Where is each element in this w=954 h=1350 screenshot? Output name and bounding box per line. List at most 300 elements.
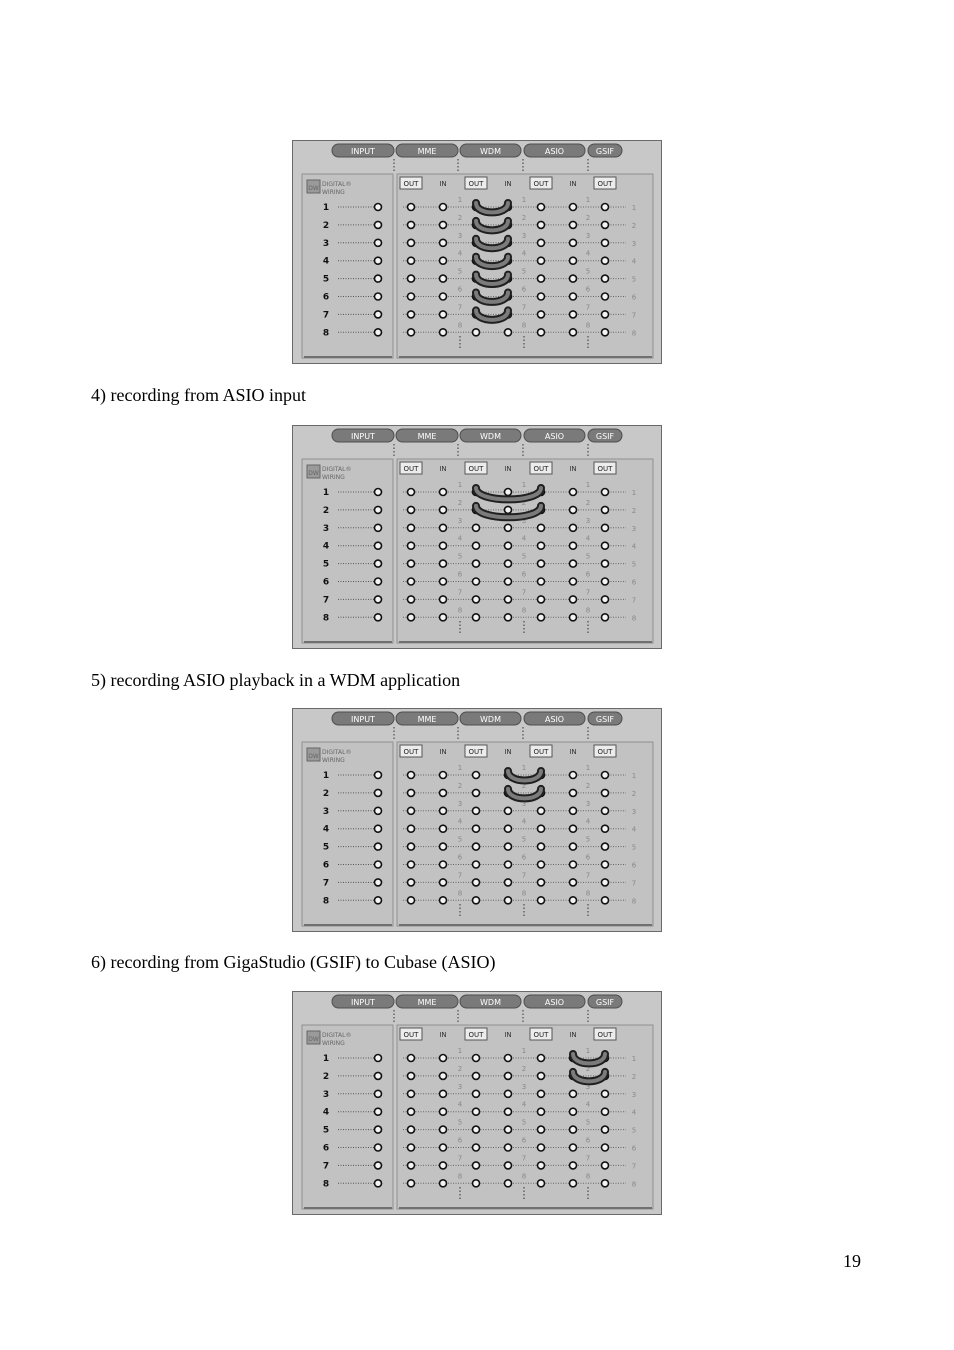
routing-port[interactable] (473, 879, 480, 886)
routing-port[interactable] (538, 1055, 545, 1062)
routing-port[interactable] (505, 506, 512, 513)
tab-asio[interactable] (524, 429, 585, 442)
routing-port[interactable] (440, 560, 447, 567)
routing-port[interactable] (570, 1180, 577, 1187)
routing-port[interactable] (570, 1108, 577, 1115)
routing-port[interactable] (408, 825, 415, 832)
routing-port[interactable] (505, 1108, 512, 1115)
routing-port[interactable] (602, 311, 609, 318)
tab-mme[interactable] (396, 429, 458, 442)
routing-port[interactable] (505, 329, 512, 336)
routing-port[interactable] (440, 524, 447, 531)
channel-number: 1 (322, 488, 330, 498)
input-port[interactable] (375, 614, 382, 621)
sub-channel-number: 8 (457, 1172, 463, 1181)
routing-port[interactable] (570, 879, 577, 886)
routing-port[interactable] (602, 221, 609, 228)
channel-number: 8 (322, 328, 330, 339)
routing-port[interactable] (408, 807, 415, 814)
input-port[interactable] (375, 1072, 382, 1079)
routing-port[interactable] (538, 204, 545, 211)
routing-port[interactable] (570, 506, 577, 513)
routing-port[interactable] (473, 772, 480, 779)
routing-port[interactable] (505, 807, 512, 814)
input-port[interactable] (375, 542, 382, 549)
routing-port[interactable] (473, 861, 480, 868)
routing-port[interactable] (440, 1090, 447, 1097)
input-port[interactable] (375, 1090, 382, 1097)
routing-port[interactable] (505, 879, 512, 886)
out-button[interactable] (465, 462, 487, 474)
out-button-label: OUT (403, 180, 419, 188)
routing-port[interactable] (408, 293, 415, 300)
routing-port[interactable] (408, 861, 415, 868)
tab-mme[interactable] (396, 712, 458, 725)
routing-port[interactable] (538, 329, 545, 336)
routing-port[interactable] (473, 1090, 480, 1097)
routing-port[interactable] (505, 1126, 512, 1133)
routing-port[interactable] (505, 1180, 512, 1187)
input-port[interactable] (375, 596, 382, 603)
tab-asio[interactable] (524, 995, 585, 1008)
out-button[interactable] (594, 745, 616, 757)
sub-channel-number: 2 (521, 781, 527, 790)
tab-label: INPUT (351, 998, 375, 1007)
routing-port[interactable] (440, 897, 447, 904)
routing-port[interactable] (440, 578, 447, 585)
input-port[interactable] (375, 861, 382, 868)
input-port[interactable] (375, 578, 382, 585)
routing-port[interactable] (473, 1126, 480, 1133)
routing-port[interactable] (570, 861, 577, 868)
routing-port[interactable] (440, 772, 447, 779)
input-port[interactable] (375, 1180, 382, 1187)
routing-port[interactable] (440, 1072, 447, 1079)
input-port[interactable] (375, 329, 382, 336)
out-button[interactable] (465, 177, 487, 189)
routing-panel-svg (292, 425, 662, 649)
routing-port[interactable] (602, 807, 609, 814)
input-port[interactable] (375, 506, 382, 513)
input-port[interactable] (375, 524, 382, 531)
input-port[interactable] (375, 879, 382, 886)
tab-input[interactable] (332, 712, 394, 725)
out-button[interactable] (400, 1028, 422, 1040)
routing-port[interactable] (473, 1055, 480, 1062)
routing-port[interactable] (408, 1126, 415, 1133)
input-port[interactable] (375, 807, 382, 814)
routing-port[interactable] (440, 596, 447, 603)
routing-port[interactable] (440, 239, 447, 246)
routing-port[interactable] (408, 1162, 415, 1169)
tab-gsif[interactable] (588, 712, 622, 725)
routing-port[interactable] (570, 542, 577, 549)
routing-port[interactable] (505, 1144, 512, 1151)
tab-wdm[interactable] (460, 995, 521, 1008)
routing-port[interactable] (408, 897, 415, 904)
routing-port[interactable] (408, 524, 415, 531)
tab-wdm[interactable] (460, 429, 521, 442)
routing-port[interactable] (602, 542, 609, 549)
routing-port[interactable] (505, 1072, 512, 1079)
routing-port[interactable] (440, 1055, 447, 1062)
routing-port[interactable] (602, 1126, 609, 1133)
routing-port[interactable] (570, 772, 577, 779)
routing-port[interactable] (408, 614, 415, 621)
routing-port[interactable] (408, 1055, 415, 1062)
routing-port[interactable] (538, 560, 545, 567)
routing-port[interactable] (408, 578, 415, 585)
routing-port[interactable] (440, 614, 447, 621)
input-port[interactable] (375, 825, 382, 832)
routing-port[interactable] (440, 1108, 447, 1115)
routing-port[interactable] (440, 311, 447, 318)
input-port[interactable] (375, 1126, 382, 1133)
output-channel-number: 6 (631, 1144, 637, 1153)
routing-port[interactable] (473, 1162, 480, 1169)
routing-port[interactable] (570, 257, 577, 264)
tab-wdm[interactable] (460, 712, 521, 725)
routing-port[interactable] (570, 489, 577, 496)
routing-port[interactable] (473, 524, 480, 531)
routing-port[interactable] (570, 1144, 577, 1151)
routing-port[interactable] (408, 239, 415, 246)
routing-port[interactable] (570, 311, 577, 318)
routing-port[interactable] (440, 257, 447, 264)
routing-port[interactable] (570, 897, 577, 904)
routing-port[interactable] (538, 807, 545, 814)
input-port[interactable] (375, 1108, 382, 1115)
routing-port[interactable] (570, 1126, 577, 1133)
routing-port[interactable] (602, 825, 609, 832)
sub-channel-number: 3 (457, 799, 463, 808)
output-channel-number: 2 (631, 789, 637, 798)
tab-wdm[interactable] (460, 144, 521, 157)
channel-number: 5 (322, 1125, 330, 1136)
input-port[interactable] (375, 275, 382, 282)
routing-port[interactable] (570, 614, 577, 621)
routing-port[interactable] (538, 311, 545, 318)
routing-port[interactable] (570, 204, 577, 211)
routing-port[interactable] (538, 879, 545, 886)
out-button[interactable] (594, 1028, 616, 1040)
routing-port[interactable] (440, 506, 447, 513)
routing-port[interactable] (473, 1180, 480, 1187)
routing-port[interactable] (538, 1162, 545, 1169)
routing-port[interactable] (570, 275, 577, 282)
routing-port[interactable] (602, 897, 609, 904)
routing-port[interactable] (408, 329, 415, 336)
routing-port[interactable] (570, 560, 577, 567)
routing-port[interactable] (602, 1180, 609, 1187)
routing-port[interactable] (570, 1090, 577, 1097)
routing-port[interactable] (570, 293, 577, 300)
routing-port[interactable] (440, 879, 447, 886)
routing-port[interactable] (570, 239, 577, 246)
routing-port[interactable] (505, 861, 512, 868)
routing-port[interactable] (408, 489, 415, 496)
out-button[interactable] (400, 745, 422, 757)
routing-port[interactable] (408, 772, 415, 779)
tab-mme[interactable] (396, 995, 458, 1008)
routing-port[interactable] (538, 221, 545, 228)
tab-input[interactable] (332, 144, 394, 157)
routing-port[interactable] (538, 897, 545, 904)
sub-channel-number: 6 (521, 1136, 527, 1145)
routing-port[interactable] (440, 489, 447, 496)
routing-port[interactable] (538, 1108, 545, 1115)
routing-port[interactable] (602, 578, 609, 585)
routing-port[interactable] (440, 807, 447, 814)
sub-channel-number: 3 (457, 1082, 463, 1091)
routing-port[interactable] (538, 275, 545, 282)
routing-port[interactable] (440, 275, 447, 282)
routing-port[interactable] (570, 789, 577, 796)
sub-channel-number: 4 (521, 817, 527, 826)
routing-port[interactable] (602, 329, 609, 336)
out-button[interactable] (465, 745, 487, 757)
routing-port[interactable] (602, 293, 609, 300)
sub-channel-number: 2 (585, 498, 591, 507)
input-port[interactable] (375, 843, 382, 850)
routing-port[interactable] (505, 843, 512, 850)
routing-port[interactable] (408, 275, 415, 282)
routing-port[interactable] (602, 1144, 609, 1151)
routing-port[interactable] (440, 1162, 447, 1169)
routing-port[interactable] (538, 596, 545, 603)
routing-port[interactable] (570, 524, 577, 531)
routing-port[interactable] (602, 239, 609, 246)
out-button[interactable] (530, 1028, 552, 1040)
input-port[interactable] (375, 1055, 382, 1062)
tab-gsif[interactable] (588, 144, 622, 157)
routing-port[interactable] (440, 1144, 447, 1151)
routing-port[interactable] (602, 861, 609, 868)
routing-port[interactable] (473, 596, 480, 603)
out-button[interactable] (594, 462, 616, 474)
routing-port[interactable] (408, 596, 415, 603)
routing-port[interactable] (602, 506, 609, 513)
routing-port[interactable] (538, 843, 545, 850)
routing-port[interactable] (505, 596, 512, 603)
routing-port[interactable] (602, 843, 609, 850)
routing-port[interactable] (473, 1108, 480, 1115)
sub-channel-number: 8 (521, 889, 527, 898)
out-button[interactable] (400, 462, 422, 474)
tab-gsif[interactable] (588, 995, 622, 1008)
input-port[interactable] (375, 257, 382, 264)
routing-port[interactable] (505, 897, 512, 904)
routing-port[interactable] (440, 329, 447, 336)
tab-asio[interactable] (524, 712, 585, 725)
routing-port[interactable] (505, 1055, 512, 1062)
routing-port[interactable] (570, 843, 577, 850)
routing-port[interactable] (538, 524, 545, 531)
routing-port[interactable] (473, 578, 480, 585)
routing-port[interactable] (408, 879, 415, 886)
routing-port[interactable] (505, 489, 512, 496)
input-port[interactable] (375, 489, 382, 496)
sub-channel-number: 4 (585, 1100, 591, 1109)
routing-port[interactable] (538, 1090, 545, 1097)
routing-port[interactable] (570, 1162, 577, 1169)
sub-channel-number: 1 (457, 1047, 463, 1055)
tab-asio[interactable] (524, 144, 585, 157)
input-port[interactable] (375, 1144, 382, 1151)
input-port[interactable] (375, 897, 382, 904)
routing-port[interactable] (602, 1090, 609, 1097)
routing-port[interactable] (505, 560, 512, 567)
routing-port[interactable] (473, 843, 480, 850)
routing-port[interactable] (602, 560, 609, 567)
tab-mme[interactable] (396, 144, 458, 157)
routing-port[interactable] (602, 204, 609, 211)
output-channel-number: 4 (631, 1108, 637, 1117)
routing-port[interactable] (538, 578, 545, 585)
routing-port[interactable] (473, 807, 480, 814)
routing-port[interactable] (602, 772, 609, 779)
routing-port[interactable] (408, 506, 415, 513)
routing-port[interactable] (408, 1072, 415, 1079)
routing-port[interactable] (440, 1126, 447, 1133)
sub-channel-number: 4 (585, 817, 591, 826)
input-port[interactable] (375, 293, 382, 300)
routing-port[interactable] (538, 861, 545, 868)
routing-port[interactable] (440, 789, 447, 796)
out-button[interactable] (400, 177, 422, 189)
routing-port[interactable] (538, 1072, 545, 1079)
routing-port[interactable] (408, 1090, 415, 1097)
routing-port[interactable] (408, 311, 415, 318)
input-port[interactable] (375, 772, 382, 779)
input-port[interactable] (375, 560, 382, 567)
routing-port[interactable] (505, 1090, 512, 1097)
routing-port[interactable] (408, 542, 415, 549)
tab-gsif[interactable] (588, 429, 622, 442)
routing-port[interactable] (602, 1108, 609, 1115)
routing-port[interactable] (408, 789, 415, 796)
routing-port[interactable] (440, 1180, 447, 1187)
routing-port[interactable] (602, 489, 609, 496)
sub-channel-number: 7 (521, 303, 527, 312)
out-button-label: OUT (597, 1031, 613, 1039)
routing-port[interactable] (602, 879, 609, 886)
routing-port[interactable] (538, 257, 545, 264)
logo-line1: DIGITAL® (322, 1032, 352, 1039)
sub-channel-number: 2 (585, 781, 591, 790)
input-port[interactable] (375, 789, 382, 796)
routing-port[interactable] (473, 1072, 480, 1079)
routing-port[interactable] (408, 257, 415, 264)
routing-port[interactable] (570, 807, 577, 814)
routing-port[interactable] (408, 204, 415, 211)
out-button[interactable] (530, 177, 552, 189)
routing-port[interactable] (538, 614, 545, 621)
routing-port[interactable] (602, 524, 609, 531)
tab-input[interactable] (332, 995, 394, 1008)
channel-number: 7 (322, 1161, 330, 1172)
routing-port[interactable] (602, 257, 609, 264)
routing-port[interactable] (473, 789, 480, 796)
routing-port[interactable] (538, 1180, 545, 1187)
routing-port[interactable] (538, 293, 545, 300)
routing-port[interactable] (408, 221, 415, 228)
output-channel-number: 4 (631, 542, 637, 551)
routing-port[interactable] (570, 578, 577, 585)
routing-port[interactable] (602, 596, 609, 603)
routing-port[interactable] (538, 825, 545, 832)
routing-port[interactable] (473, 897, 480, 904)
input-port[interactable] (375, 311, 382, 318)
routing-port[interactable] (505, 614, 512, 621)
routing-port[interactable] (473, 560, 480, 567)
routing-port[interactable] (505, 578, 512, 585)
routing-port[interactable] (538, 1144, 545, 1151)
routing-port[interactable] (570, 329, 577, 336)
routing-port[interactable] (473, 825, 480, 832)
in-label: IN (569, 1031, 577, 1039)
tab-input[interactable] (332, 429, 394, 442)
routing-port[interactable] (570, 596, 577, 603)
routing-port[interactable] (505, 542, 512, 549)
input-port[interactable] (375, 1162, 382, 1169)
routing-port[interactable] (440, 542, 447, 549)
out-button[interactable] (465, 1028, 487, 1040)
routing-port[interactable] (440, 843, 447, 850)
routing-port[interactable] (440, 293, 447, 300)
sub-channel-number: 5 (457, 267, 463, 276)
routing-port[interactable] (602, 614, 609, 621)
out-button[interactable] (530, 745, 552, 757)
routing-port[interactable] (538, 239, 545, 246)
routing-port[interactable] (505, 1162, 512, 1169)
routing-port[interactable] (602, 789, 609, 796)
routing-port[interactable] (408, 560, 415, 567)
routing-port[interactable] (408, 1108, 415, 1115)
routing-port[interactable] (505, 825, 512, 832)
routing-port[interactable] (505, 524, 512, 531)
routing-port[interactable] (408, 1144, 415, 1151)
out-button[interactable] (594, 177, 616, 189)
routing-port[interactable] (473, 1144, 480, 1151)
routing-port[interactable] (440, 861, 447, 868)
input-port[interactable] (375, 221, 382, 228)
routing-port[interactable] (440, 221, 447, 228)
routing-port[interactable] (473, 329, 480, 336)
logo-mark: DW (308, 470, 319, 477)
routing-port[interactable] (473, 542, 480, 549)
output-channel-number: 5 (631, 275, 637, 284)
out-button-label: OUT (468, 465, 484, 473)
routing-port[interactable] (408, 843, 415, 850)
routing-port[interactable] (538, 1126, 545, 1133)
input-port[interactable] (375, 204, 382, 211)
routing-port[interactable] (440, 204, 447, 211)
routing-port[interactable] (570, 825, 577, 832)
routing-port[interactable] (473, 614, 480, 621)
routing-port[interactable] (570, 221, 577, 228)
routing-port[interactable] (538, 542, 545, 549)
routing-port[interactable] (440, 825, 447, 832)
routing-port[interactable] (602, 275, 609, 282)
channel-number: 7 (322, 310, 330, 321)
input-port[interactable] (375, 239, 382, 246)
routing-port[interactable] (602, 1162, 609, 1169)
out-button[interactable] (530, 462, 552, 474)
sub-channel-number: 1 (585, 764, 591, 772)
routing-port[interactable] (408, 1180, 415, 1187)
sub-channel-number: 4 (457, 817, 463, 826)
